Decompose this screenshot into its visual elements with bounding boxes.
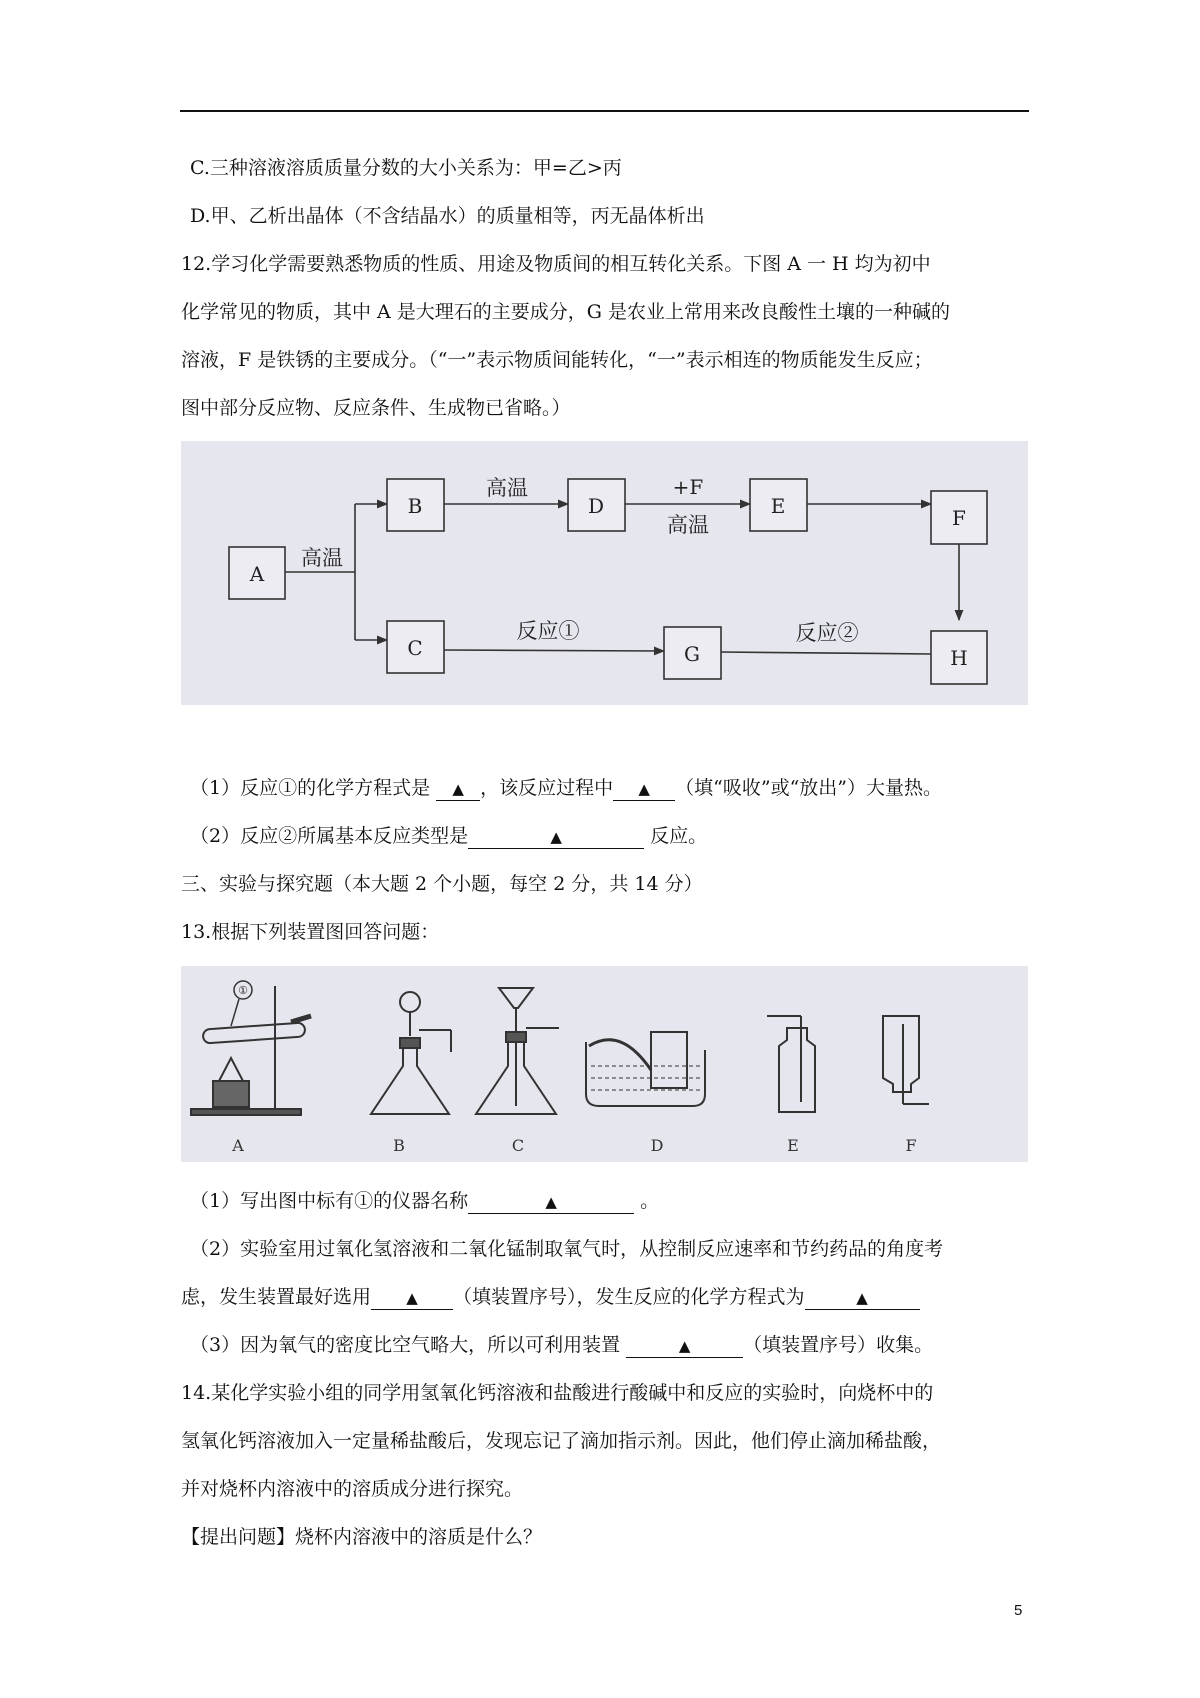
q14-line-1: 14.某化学实验小组的同学用氢氧化钙溶液和盐酸进行酸碱中和反应的实验时，向烧杯中的 [181,1382,934,1404]
answer-blank[interactable]: ▲ [468,825,644,849]
q13-stem: 13.根据下列装置图回答问题： [181,921,440,943]
q13-sub-2-line-1: （2）实验室用过氧化氢溶液和二氧化锰制取氧气时，从控制反应速率和节约药品的角度考 [190,1238,944,1260]
node-e [750,479,807,531]
q13-apparatus-figure [181,966,1028,1162]
label-reaction-1: 反应① [516,619,580,643]
label-d-e-plus-f: +F [672,475,704,499]
option-d: D.甲、乙析出晶体（不含结晶水）的质量相等，丙无晶体析出 [190,205,705,227]
label-apparatus-e: E [787,1136,799,1155]
q14-line-2: 氢氧化钙溶液加入一定量稀盐酸后，发现忘记了滴加指示剂。因此，他们停止滴加稀盐酸， [181,1430,942,1452]
svg-text:H: H [950,646,968,670]
section-3-heading: 三、实验与探究题（本大题 2 个小题，每空 2 分，共 14 分） [181,873,703,895]
q12-sub-2: （2）反应②所属基本反应类型是 ▲ 反应。 [190,825,708,847]
label-apparatus-f: F [905,1136,917,1155]
answer-blank[interactable]: ▲ [805,1286,920,1310]
page-number: 5 [1014,1602,1023,1619]
answer-blank[interactable]: ▲ [613,777,675,801]
svg-text:A: A [249,562,265,586]
option-c: C.三种溶液溶质质量分数的大小关系为：甲=乙>丙 [190,157,622,179]
node-f [931,491,987,544]
label-a-high-temp: 高温 [301,546,343,570]
node-d [568,479,625,531]
answer-blank[interactable]: ▲ [626,1334,743,1358]
answer-blank[interactable]: ▲ [468,1190,634,1214]
q12-line-1: 12.学习化学需要熟悉物质的性质、用途及物质间的相互转化关系。下图 A 一 H 均为初中 [181,253,931,275]
svg-text:G: G [684,642,700,666]
svg-text:C: C [407,636,423,660]
label-reaction-2: 反应② [795,621,859,645]
label-apparatus-a: A [232,1136,244,1155]
apparatus-a-heating [191,981,311,1115]
svg-text:E: E [770,494,786,518]
edge-g-h [721,652,931,654]
node-b [387,479,444,531]
label-d-e-high-temp: 高温 [667,513,709,537]
node-g [664,627,721,679]
apparatus-d-water-trough [586,1032,705,1106]
q12-line-3: 溶液，F 是铁锈的主要成分。（“一”表示物质间能转化，“一”表示相连的物质能发生反应； [181,349,933,371]
q12-line-2: 化学常见的物质，其中 A 是大理石的主要成分，G 是农业上常用来改良酸性土壤的一种碱的 [181,301,951,323]
header-rule [180,110,1029,112]
node-a [229,547,285,599]
apparatus-f-inverted-bottle [883,1016,929,1104]
edge-c-g [444,650,664,651]
answer-blank[interactable]: ▲ [371,1286,453,1310]
apparatus-c-flask-long-funnel [476,988,559,1114]
q12-flow-diagram [181,441,1028,705]
q14-question: 【提出问题】烧杯内溶液中的溶质是什么？ [181,1526,543,1548]
label-b-d-high-temp: 高温 [486,476,528,500]
node-c [387,621,444,673]
q13-sub-1: （1）写出图中标有①的仪器名称 ▲ 。 [190,1190,660,1212]
q13-sub-3: （3）因为氧气的密度比空气略大，所以可利用装置 ▲ （填装置序号）收集。 [190,1334,934,1356]
svg-text:B: B [407,494,423,518]
q13-sub-2-line-2: 虑，发生装置最好选用 ▲ （填装置序号），发生反应的化学方程式为 ▲ [181,1284,920,1310]
marker-circled-one: ① [238,984,248,997]
q14-line-3: 并对烧杯内溶液中的溶质成分进行探究。 [181,1478,524,1500]
q12-line-4: 图中部分反应物、反应条件、生成物已省略。） [181,397,571,419]
apparatus-e-bottle [767,1016,815,1112]
apparatus-b-flask-funnel [371,992,451,1114]
label-apparatus-d: D [650,1136,664,1155]
label-apparatus-c: C [511,1136,525,1155]
answer-blank[interactable]: ▲ [436,777,480,801]
q12-sub-1: （1）反应①的化学方程式是 ▲ ，该反应过程中 ▲ （填“吸收”或“放出”）大量热。 [190,777,943,799]
label-apparatus-b: B [393,1136,405,1155]
svg-text:F: F [952,506,966,530]
flow-diagram-svg [181,441,1028,705]
node-h [931,631,987,684]
svg-text:D: D [587,494,605,518]
